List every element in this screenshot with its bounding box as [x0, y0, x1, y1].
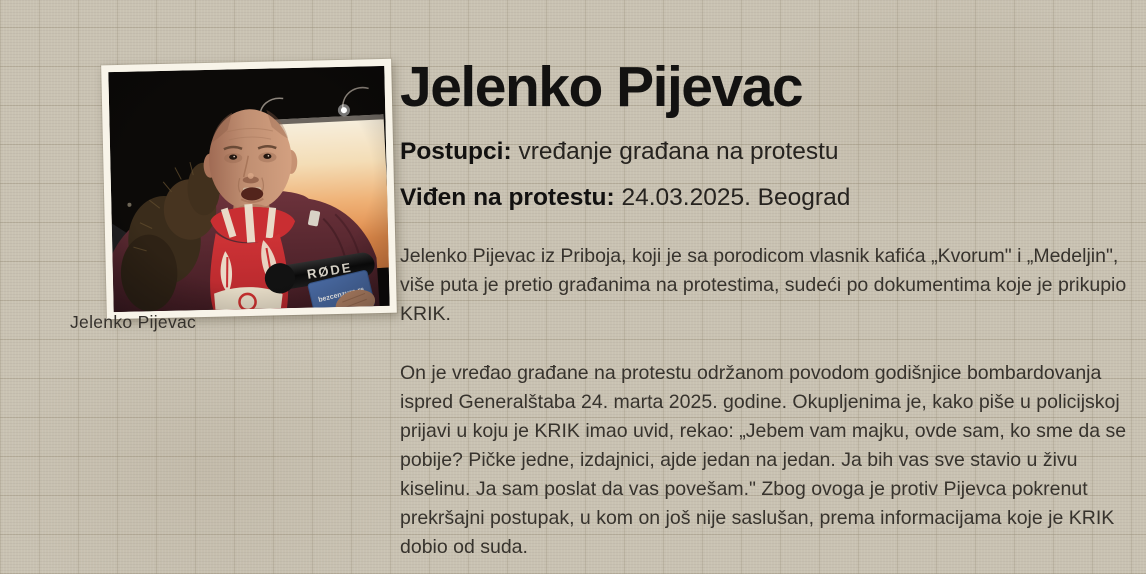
photo-jelenko-pijevac [108, 66, 389, 312]
field-postupci [400, 138, 1140, 166]
photo-card [101, 59, 397, 320]
field-postupci-label: Postupci: [400, 137, 512, 165]
paragraph-intro: Jelenko Pijevac iz Priboja, koji je sa porodicom vlasnik kafića „Kvorum" i „Medeljin", više puta je pretio građanima na protestima, sudeći po dokumentima koje je prikupio KRIK. [400, 245, 1127, 326]
paragraph-details: On je vređao građane na protestu održanom povodom godišnjice bombardovanja ispred Generalštaba 24. marta 2025. godine. Okupljenima je, kako piše u policijskoj prijavi u koju je KRIK imao uvid, rekao: „Jebem vam majku, ovde sam, ko sme da se pobije? Pičke jedne, izdajnici, ajde jedan na jedan. Ja bih vas sve stavio u živu kiselinu. Ja sam poslat da vas povešam." Zbog ovoga je protiv Pijevca pokrenut prekršajni postupak, u kom on još nije saslušan, prema informacijama koje je KRIK dobio od suda. [400, 362, 1127, 559]
page-title: Jelenko Pijevac [400, 55, 803, 119]
field-viden-value: 24.03.2025. Beograd [621, 184, 851, 212]
profile-content [400, 55, 1140, 562]
field-postupci-value: vređanje građana na protestu [518, 137, 839, 165]
field-viden-na-protestu [400, 184, 1140, 212]
photo-caption: Jelenko Pijevac [70, 312, 197, 332]
field-viden-label: Viđen na protestu: [400, 184, 615, 212]
